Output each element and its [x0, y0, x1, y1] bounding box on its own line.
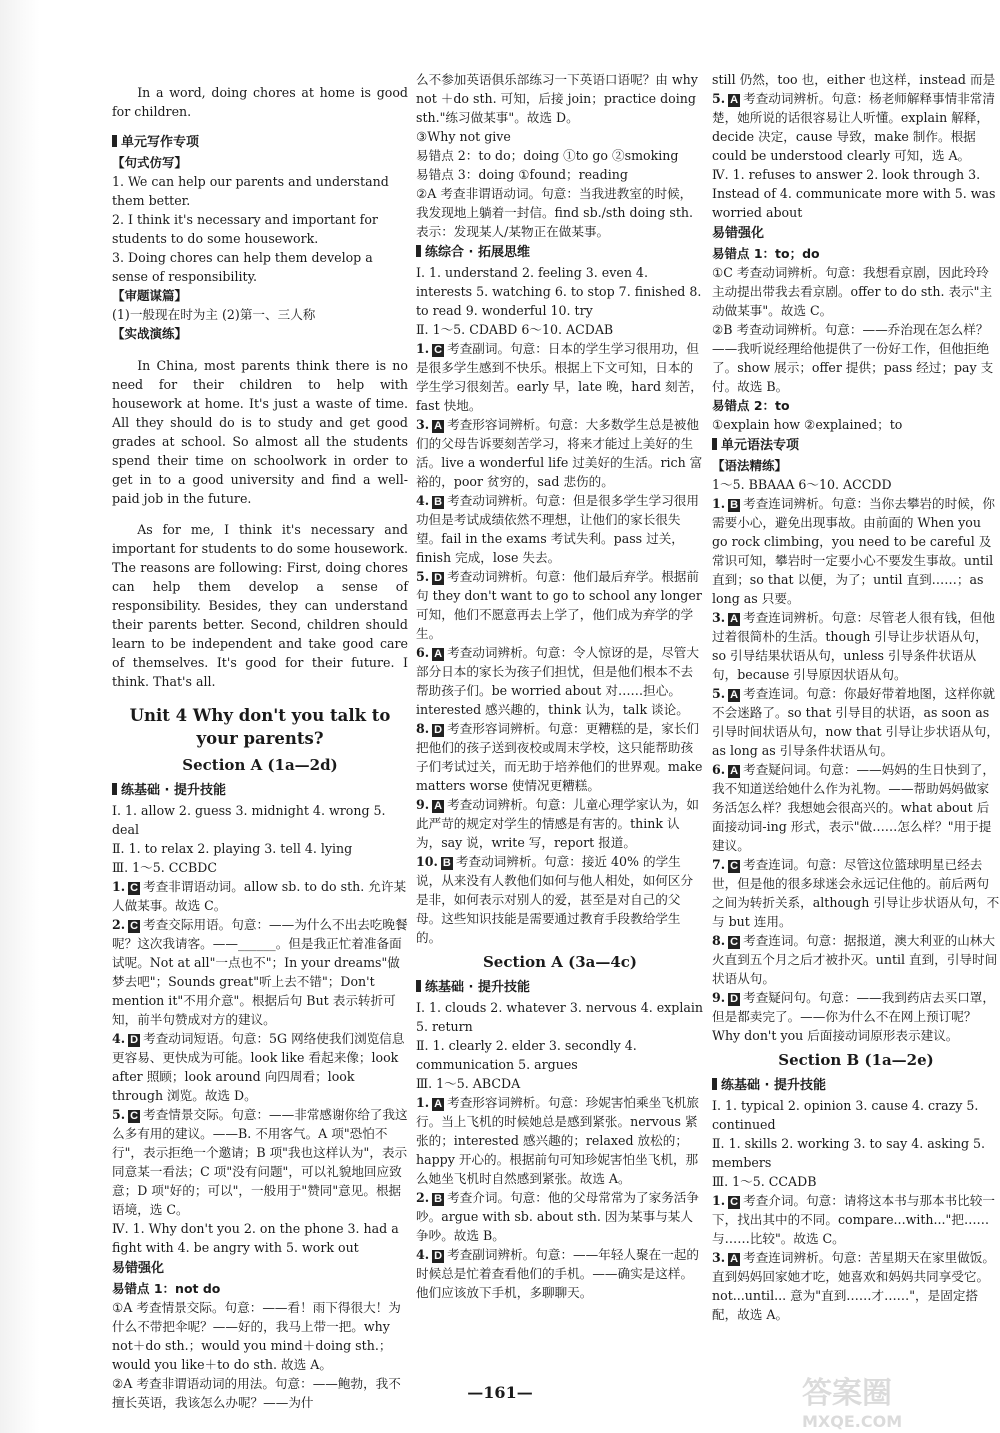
text-column-middle: [416, 70, 704, 1340]
answer-item: [416, 795, 704, 852]
answer-item: [416, 643, 704, 719]
item-number: 5.: [712, 91, 726, 106]
answer-item: [712, 608, 1000, 684]
heading-text: 单元语法专项: [721, 438, 800, 453]
section-heading: [712, 436, 1000, 455]
answer-line: Ⅱ. 1. clearly 2. elder 3. secondly 4. communication 5. argues: [416, 1038, 637, 1072]
answer-letter: B: [434, 1193, 443, 1205]
item-number: 1.: [712, 496, 726, 511]
answer-letter: A: [730, 765, 739, 777]
subheading: 易错点 1：to；do: [712, 246, 820, 261]
item-number: 1.: [712, 1193, 726, 1208]
heading-text: 练基础 · 提升技能: [425, 980, 530, 995]
answer-item: [416, 1245, 704, 1302]
explanation-text: 考查形容词辨析。句意：珍妮害怕乘坐飞机旅行。当上飞机的时候她总是感到紧张。nervous 紧张的；interested 感兴趣的；relaxed 放松的；happy 开心的。根据前句可知珍妮害怕坐飞机，那么她坐飞机时自然感到紧张。故选 A。: [416, 1095, 699, 1186]
item-number: 5.: [112, 1106, 126, 1122]
answer-letter: A: [434, 800, 443, 812]
item-number: 6.: [712, 762, 726, 777]
subheading: 易错点 1：not do: [112, 1280, 221, 1296]
answer-letter: D: [434, 724, 443, 736]
answer-letter: A: [730, 1253, 739, 1265]
item-number: 3.: [416, 417, 430, 432]
heading-bar-icon: [416, 245, 421, 257]
explanation-text: 考查连词。句意：尽管这位篮球明星已经去世，但是他的很多球迷会永远记住他的。前后两句之间为转折关系，although 引导让步状语从句，不与 but 连用。: [712, 857, 1000, 929]
heading-text: 练基础 · 提升技能: [121, 782, 226, 798]
answer-item: [712, 1248, 1000, 1324]
explanation-text: 考查动词辨析。句意：他们最后弃学。根据前句 they don't want to go to school any longer 可知，他们不愿意再去上学了，他们成为弃学的学生。: [416, 569, 702, 641]
answer-line: Ⅳ. 1. refuses to answer 2. look through 3. Instead of 4. communicate more with 5. was worried about: [712, 167, 996, 220]
answer-item: [712, 760, 1000, 855]
heading-bar-icon: [112, 783, 117, 795]
answer-line: ①explain how ②explained；to: [712, 417, 903, 432]
heading-bar-icon: [112, 135, 117, 147]
answer-line: Ⅲ. 1～5. CCADB: [712, 1174, 817, 1189]
answer-letter: D: [434, 572, 443, 584]
answer-item: [712, 1191, 1000, 1248]
answer-letter: C: [130, 1109, 139, 1122]
answer-line: ③Why not give: [416, 129, 511, 144]
explanation-text: 考查连词辨析。句意：当你去攀岩的时候，你需要小心，避免出现事故。由前面的 When you go rock climbing，you need to be careful 及常识可知，攀岩时一定要小心不要发生事故。until 直到；so that 以便，为了；until 直到……；as long as 只要。: [712, 496, 995, 606]
answer-item: [712, 931, 1000, 988]
item-number: 2.: [416, 1190, 430, 1205]
section-title: Section B (1a—2e): [778, 1051, 934, 1069]
explanation-text: 考查副词。句意：日本的学生学习很用功，但是很多学生感到不快乐。根据上下文可知，日本的学生学习很刻苦。early 早，late 晚，hard 刻苦，fast 快地。: [416, 341, 703, 413]
subheading: 【审题谋篇】: [112, 288, 188, 304]
explanation-text: 考查介词。句意：他的父母常常为了家务活争吵。argue with sb. about sth. 因为某事与某人争吵。故选 B。: [416, 1190, 699, 1243]
explanation-text: 考查动词辨析。句意：但是很多学生学习很用功但是考试成绩依然不理想，让他们的家长很失望。fail in the exams 考试失利。pass 过关，finish 完成，lose 失去。: [416, 493, 699, 565]
answer-line: Ⅱ. 1. skills 2. working 3. to say 4. asking 5. members: [712, 1136, 986, 1170]
explanation-text: 考查情景交际。句意：——非常感谢你给了我这么多有用的建议。——B. 不用客气。A 项"恐怕不行"，表示拒绝一个邀请；B 项"我也这样认为"，表示同意某一看法；C 项"没有问题"，可以礼貌地回应致意；D 项"好的；可以"，一般用于"赞同"意见。根据语境，选 C。: [112, 1106, 408, 1217]
explanation-text: 考查交际用语。句意：——为什么不出去吃晚餐呢？这次我请客。——______。但是我正忙着准备面试呢。Not at all"一点也不"；In your dreams"做梦去吧"；Sounds great"听上去不错"；Don't mention it"不用介意"。根据后句 But 表示转折可知，前半句赞成对方的建议。: [112, 916, 408, 1027]
watermark-logo: 答案圈 MXQE.COM: [802, 1376, 903, 1431]
answer-letter: A: [434, 1098, 443, 1110]
item-number: 5.: [712, 686, 726, 701]
item-number: 10.: [416, 854, 438, 869]
answer-letter: A: [434, 420, 443, 432]
explanation-text: 考查连词。句意：据报道，澳大利亚的山林大火直到五个月之后才被扑灭。until 直到，引导时间状语从句。: [712, 933, 998, 986]
answer-line: Ⅱ. 1. to relax 2. playing 3. tell 4. lying: [112, 840, 353, 856]
answer-line: 3. Doing chores can help them develop a sense of responsibility.: [112, 250, 373, 285]
answer-item: [712, 494, 1000, 608]
answer-line: 么不参加英语俱乐部练习一下英语口语呢？由 why not ＋do sth. 可知，后接 join；practice doing sth."练习做某事"。故选 D。: [416, 72, 698, 125]
answer-letter: C: [130, 919, 139, 932]
answer-letter: A: [730, 613, 739, 625]
answer-line: (1)一般现在时为主 (2)第一、三人称: [112, 307, 316, 323]
answer-letter: B: [442, 857, 451, 869]
answer-letter: D: [130, 1033, 139, 1046]
explanation-text: 考查连词辨析。句意：尽管老人很有钱，但他过着很简朴的生活。though 引导让步状语从句，so 引导结果状语从句，unless 引导条件状语从句，because 引导原因状语从句。: [712, 610, 995, 682]
section-heading: [112, 1259, 408, 1278]
explanation-text: 考查副词辨析。句意：——年轻人聚在一起的时候总是忙着查看他们的手机。——确实是这样。他们应该放下手机，多聊聊天。: [416, 1247, 699, 1300]
answer-item: [416, 415, 704, 491]
answer-line: Ⅲ. 1～5. CCBDC: [112, 859, 218, 875]
answer-line: Ⅲ. 1～5. ABCDA: [416, 1076, 521, 1091]
item-number: 8.: [416, 721, 430, 736]
answer-line: Ⅰ. 1. understand 2. feeling 3. even 4. interests 5. watching 6. to stop 7. finished 8. to read 9. wonderful 10. try: [416, 265, 702, 318]
section-title: Section A (1a—2d): [182, 755, 338, 774]
heading-text: 练综合 · 拓展思维: [425, 245, 530, 260]
subheading: 【句式仿写】: [112, 155, 188, 171]
essay-paragraph: In a word, doing chores at home is good for children.: [112, 84, 408, 119]
page-fold-shadow: [0, 0, 40, 1433]
answer-item: [416, 339, 704, 415]
item-number: 9.: [416, 797, 430, 812]
answer-line: 易错点 3：doing ①found；reading: [416, 167, 628, 182]
heading-text: 单元写作专项: [121, 135, 200, 151]
answer-line: ①A 考查情景交际。句意：——看！雨下得很大！为什么不带把伞呢？——好的，我马上带一把。why not＋do sth.；would you mind＋doing sth.；would you like＋to do sth. 故选 A。: [112, 1299, 401, 1372]
explanation-text: 考查非谓语动词。allow sb. to do sth. 允许某人做某事。故选 C。: [112, 878, 407, 913]
subheading: 【实战演练】: [112, 326, 188, 342]
answer-letter: D: [730, 993, 739, 1005]
answer-letter: C: [730, 860, 739, 872]
answer-letter: D: [434, 1250, 443, 1262]
answer-line: Ⅱ. 1～5. CDABD 6～10. ACDAB: [416, 322, 614, 337]
answer-line: ②A 考查非谓语动词的用法。句意：——鲍勃，我不擅长英语，我该怎么办呢？——为什: [112, 1375, 401, 1410]
essay-paragraph: In China, most parents think there is no need for their children to help with housework at home. It's just a waste of time. All they should do is to study and get good grades at school. So almost all the students spend their time on schoolwork in order to get in to a good university and find a well-paid job in the future.: [112, 357, 408, 506]
item-number: 1.: [112, 878, 126, 894]
section-heading: [416, 243, 704, 262]
answer-line: Ⅰ. 1. clouds 2. whatever 3. nervous 4. explain 5. return: [416, 1000, 704, 1034]
answer-line: ②B 考查动词辨析。句意：——乔治现在怎么样？——我听说经理给他提供了一份好工作，但他拒绝了。show 展示；offer 提供；pass 经过；pay 支付。故选 B。: [712, 322, 994, 394]
page-number: —161—: [467, 1383, 533, 1402]
section-title: Section A (3a—4c): [482, 953, 638, 971]
explanation-text: 考查连词。句意：你最好带着地图，这样你就不会迷路了。so that 引导目的状语，as soon as 引导时间状语从句，now that 引导让步状语从句，as long as 引导条件状语从句。: [712, 686, 999, 758]
answer-letter: C: [730, 1196, 739, 1208]
explanation-text: 考查形容词辨析。句意：更糟糕的是，家长们把他们的孩子送到夜校或周末学校，这只能帮助孩子们考试过关，而无助于培养他们的世界观。make matters worse 使情况更糟糕。: [416, 721, 703, 793]
item-number: 1.: [416, 1095, 430, 1110]
text-column-right: [712, 70, 1000, 1340]
section-heading: [416, 978, 704, 997]
answer-line: Ⅰ. 1. allow 2. guess 3. midnight 4. wrong 5. deal: [112, 802, 386, 837]
explanation-text: 考查动词辨析。句意：令人惊讶的是，尽管大部分日本的家长为孩子们担忧，但是他们根本不去帮助孩子们。be worried about 对……担心。interested 感兴趣的，think 认为，talk 谈论。: [416, 645, 699, 717]
answer-line: Ⅰ. 1. typical 2. opinion 3. cause 4. crazy 5. continued: [712, 1098, 979, 1132]
answer-letter: C: [730, 936, 739, 948]
answer-item: [416, 1093, 704, 1188]
text-column-left: [112, 70, 408, 1410]
answer-line: ②A 考查非谓语动词。句意：当我进教室的时候，我发现地上躺着一封信。find sb./sth doing sth. 表示：发现某人/某物正在做某事。: [416, 186, 694, 239]
heading-text: 易错强化: [712, 226, 765, 241]
explanation-text: 考查形容词辨析。句意：大多数学生总是被他们的父母告诉要刻苦学习，将来才能过上美好的生活。live a wonderful life 过美好的生活。rich 富裕的，poor 贫穷的，sad 悲伤的。: [416, 417, 703, 489]
explanation-text: 考查连词辨析。句意：苦星期天在家里做饭。直到妈妈回家她才吃，她喜欢和妈妈共同享受它。not...until... 意为"直到……才……"，是固定搭配，故选 A。: [712, 1250, 995, 1322]
answer-line: 1. We can help our parents and understand them better.: [112, 174, 389, 209]
section-heading: [112, 781, 408, 800]
answer-letter: A: [730, 689, 739, 701]
answer-item: [112, 1029, 408, 1105]
explanation-text: 考查动词辨析。句意：杨老师解释事情非常清楚，她所说的话很容易让人听懂。explain 解释，decide 决定，cause 导致，make 制作。根据 could be understood clearly 可知，选 A。: [712, 91, 995, 163]
section-heading: [112, 133, 408, 152]
item-number: 3.: [712, 610, 726, 625]
unit-title: Unit 4 Why don't you talk to your parents?: [129, 705, 391, 748]
explanation-text: 考查疑问句。句意：——我到药店去买口罩，但是都卖完了。——你为什么不在网上预订呢？Why don't you 后面接动词原形表示建议。: [712, 990, 995, 1043]
heading-text: 练基础 · 提升技能: [721, 1078, 826, 1093]
answer-line: 2. I think it's necessary and important for students to do some housework.: [112, 212, 378, 247]
answer-letter: C: [130, 881, 139, 894]
item-number: 7.: [712, 857, 726, 872]
answer-item: [712, 988, 1000, 1045]
explanation-text: 考查介词。句意：请将这本书与那本书比较一下，找出其中的不同。compare...with..."把……与……比较"。故选 C。: [712, 1193, 995, 1246]
answer-item: [112, 915, 408, 1029]
item-number: 2.: [112, 916, 126, 932]
item-number: 9.: [712, 990, 726, 1005]
answer-item: [416, 491, 704, 567]
answer-letter: A: [434, 648, 443, 660]
answer-line: 易错点 2：to do；doing ①to go ②smoking: [416, 148, 679, 163]
explanation-text: 考查动词短语。句意：5G 网络使我们浏览信息更容易、更快成为可能。look like 看起来像；look after 照顾；look around 向四周看；look through 浏览。故选 D。: [112, 1030, 405, 1103]
answer-line: Ⅳ. 1. Why don't you 2. on the phone 3. had a fight with 4. be angry with 5. work out: [112, 1220, 399, 1255]
item-number: 4.: [416, 1247, 430, 1262]
answer-item: [712, 89, 1000, 165]
subheading: 易错点 2：to: [712, 398, 790, 413]
item-number: 3.: [712, 1250, 726, 1265]
answer-item: [712, 684, 1000, 760]
heading-bar-icon: [416, 980, 421, 992]
answer-item: [416, 852, 704, 947]
answer-letter: B: [434, 496, 443, 508]
answer-letter: A: [730, 94, 739, 106]
heading-bar-icon: [712, 438, 717, 450]
section-heading: [712, 224, 1000, 243]
explanation-text: 考查动词辨析。句意：接近 40% 的学生说，从来没有人教他们如何与他人相处，如何区分是非，如何表示对别人的爱，甚至是对自己的父母。这些知识技能是需要通过教育手段教给学生的。: [416, 854, 694, 945]
section-heading: [712, 1076, 1000, 1095]
answer-item: [416, 1188, 704, 1245]
essay-paragraph: As for me, I think it's necessary and important for students to do some housework. The reasons are following: First, doing chores can help them develop a sense of responsibility. Besides, they can understand their parents better. Second, children should learn to be independent and take good care of themselves. It's good for their future. I think. That's all.: [112, 522, 408, 690]
heading-text: 易错强化: [112, 1260, 165, 1276]
answer-line: still 仍然，too 也，either 也这样，instead 而是: [712, 72, 996, 87]
answer-item: [416, 567, 704, 643]
answer-item: [416, 719, 704, 795]
item-number: 1.: [416, 341, 430, 356]
item-number: 4.: [112, 1030, 126, 1046]
item-number: 4.: [416, 493, 430, 508]
answer-letter: B: [730, 499, 739, 511]
explanation-text: 考查动词辨析。句意：儿童心理学家认为，如此严苛的规定对学生的情感是有害的。think 认为，say 说，write 写，report 报道。: [416, 797, 699, 850]
answer-line: ①C 考查动词辨析。句意：我想看京剧，因此玲玲主动提出带我去看京剧。offer to do sth. 表示"主动做某事"。故选 C。: [712, 265, 993, 318]
answer-letter: C: [434, 344, 443, 356]
answer-item: [112, 877, 408, 915]
answer-line: 1～5. BBAAA 6～10. ACCDD: [712, 477, 892, 492]
item-number: 6.: [416, 645, 430, 660]
explanation-text: 考查疑问词。句意：——妈妈的生日快到了，我不知道送给她什么作为礼物。——帮助妈妈做家务活怎么样？我想她会很高兴的。what about 后面接动词-ing 形式，表示"做……怎么样？"用于提建议。: [712, 762, 995, 853]
item-number: 5.: [416, 569, 430, 584]
answer-item: [712, 855, 1000, 931]
item-number: 8.: [712, 933, 726, 948]
subheading: 【语法精练】: [712, 458, 788, 473]
heading-bar-icon: [712, 1078, 717, 1090]
answer-item: [112, 1105, 408, 1219]
